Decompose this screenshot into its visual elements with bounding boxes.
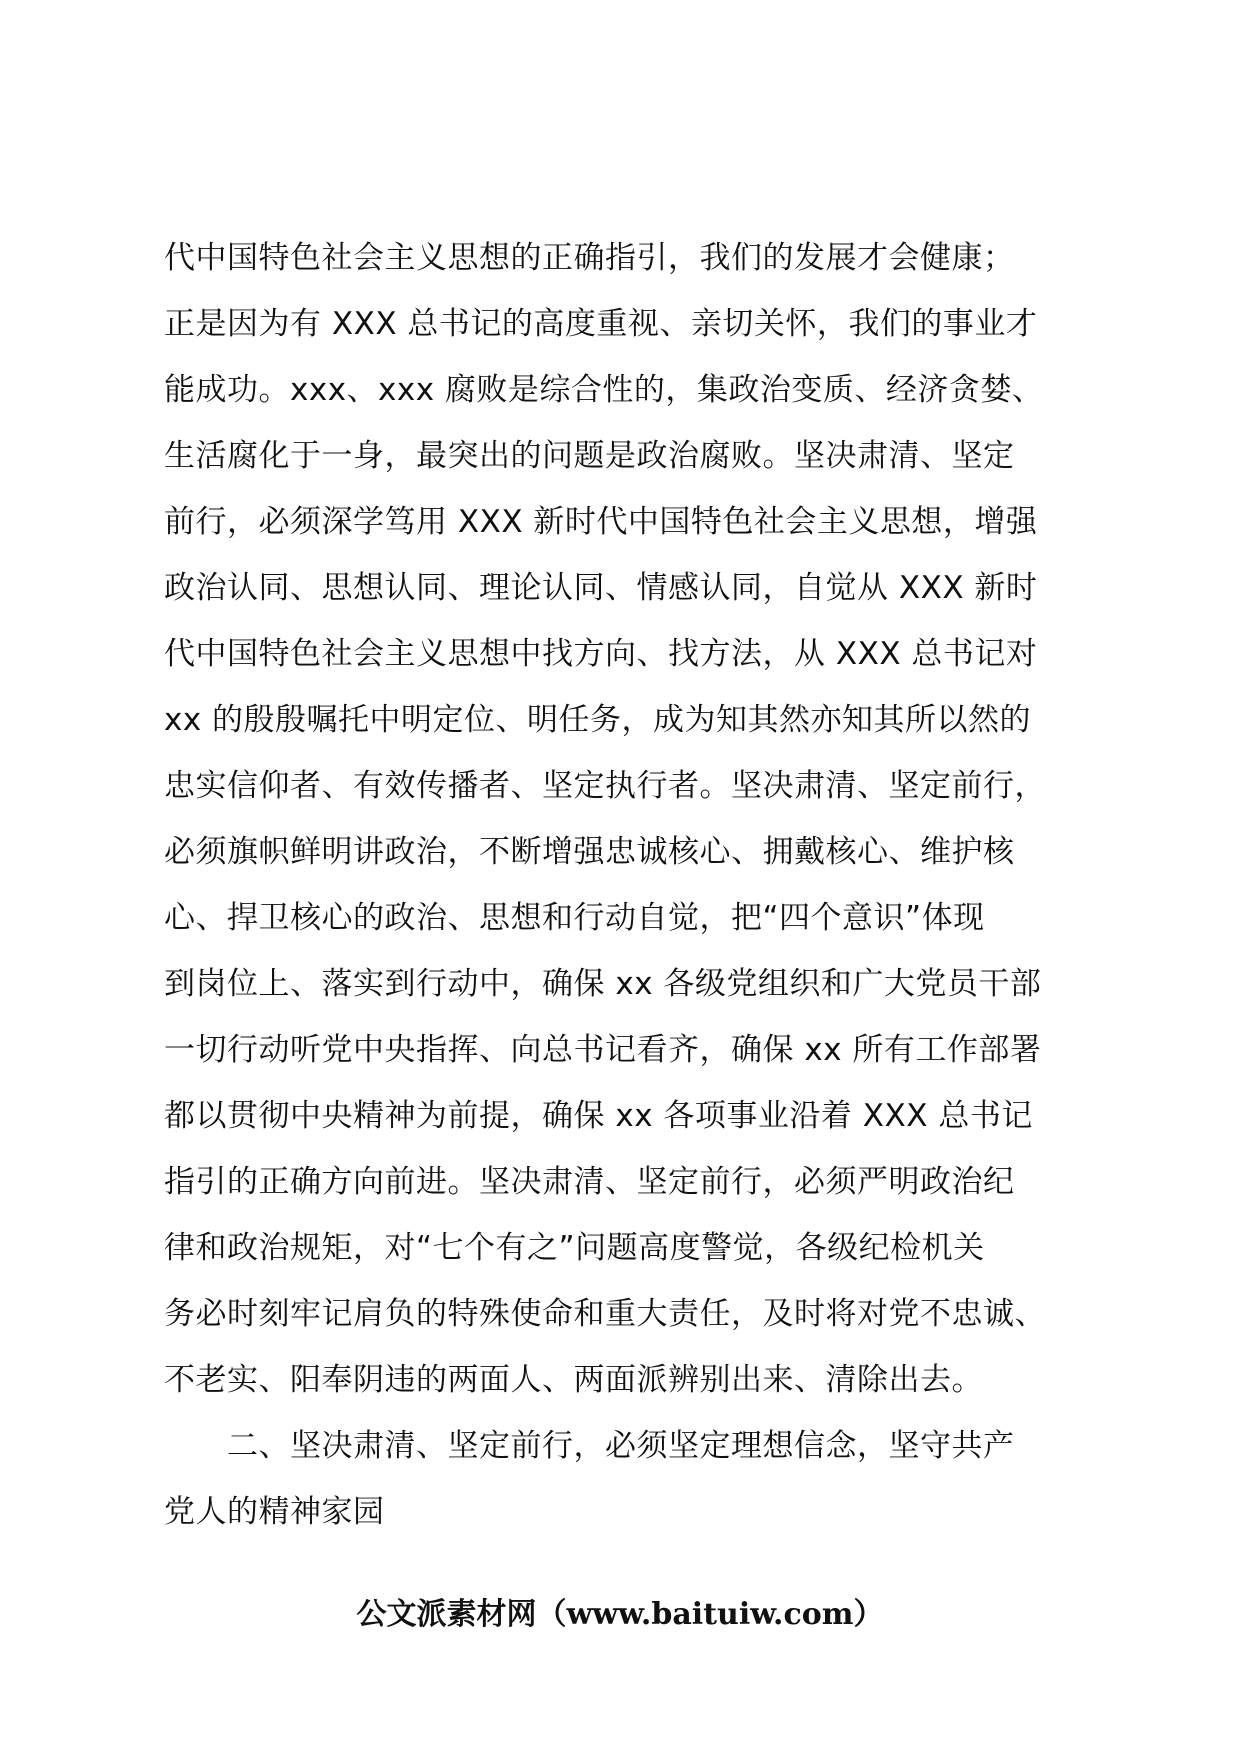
section-heading-line: 二、坚决肃清、坚定前行，必须坚定理想信念，坚守共产 [164,1428,1015,1464]
text-line: 不老实、阳奉阴违的两面人、两面派辨别出来、清除出去。 [164,1362,983,1398]
text-line: 忠实信仰者、有效传播者、坚定执行者。坚决肃清、坚定前行， [164,768,1046,804]
document-body [164,225,1124,1545]
text-line: 能成功。xxx、xxx 腐败是综合性的，集政治变质、经济贪婪、 [164,372,1044,408]
text-line: 一切行动听党中央指挥、向总书记看齐，确保 xx 所有工作部署 [164,1032,1042,1068]
text-line: 必须旗帜鲜明讲政治，不断增强忠诚核心、拥戴核心、维护核 [164,834,1015,870]
text-line: 生活腐化于一身，最突出的问题是政治腐败。坚决肃清、坚定 [164,438,1015,474]
section-heading-line: 党人的精神家园 [164,1494,385,1530]
text-line: 正是因为有 XXX 总书记的高度重视、亲切关怀，我们的事业才 [164,306,1038,342]
text-line: 务必时刻牢记肩负的特殊使命和重大责任，及时将对党不忠诚、 [164,1296,1046,1332]
text-line: xx 的殷殷嘱托中明定位、明任务，成为知其然亦知其所以然的 [164,702,1032,738]
page-footer: 公文派素材网（www.baituiw.com） [356,1597,884,1632]
text-line: 心、捍卫核心的政治、思想和行动自觉，把“四个意识”体现 [164,900,985,936]
text-line: 代中国特色社会主义思想中找方向、找方法，从 XXX 总书记对 [164,636,1038,672]
text-line: 代中国特色社会主义思想的正确指引，我们的发展才会健康； [164,240,1015,276]
text-line: 政治认同、思想认同、理论认同、情感认同，自觉从 XXX 新时 [164,570,1038,606]
text-line: 到岗位上、落实到行动中，确保 xx 各级党组织和广大党员干部 [164,966,1042,1002]
text-line: 都以贯彻中央精神为前提，确保 xx 各项事业沿着 XXX 总书记 [164,1098,1033,1134]
text-line: 指引的正确方向前进。坚决肃清、坚定前行，必须严明政治纪 [164,1164,1015,1200]
text-line: 前行，必须深学笃用 XXX 新时代中国特色社会主义思想，增强 [164,504,1038,540]
text-line: 律和政治规矩，对“七个有之”问题高度警觉，各级纪检机关 [164,1230,985,1266]
